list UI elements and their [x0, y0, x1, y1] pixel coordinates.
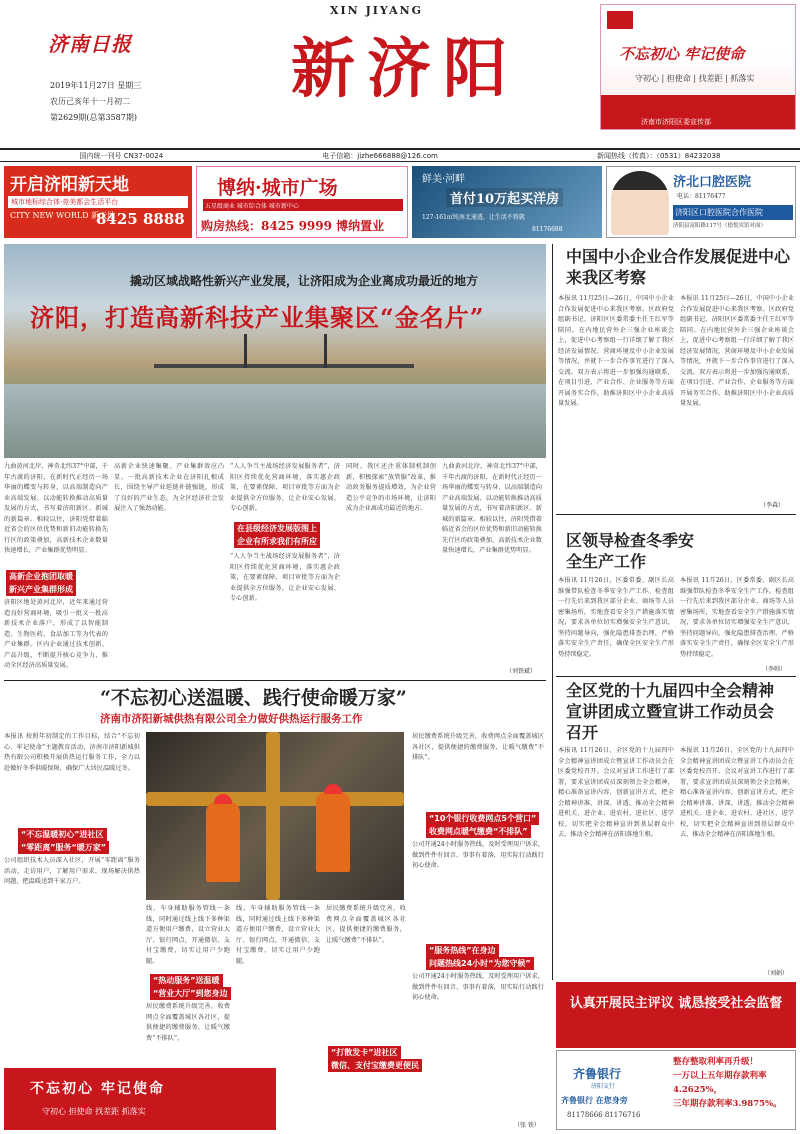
hotline: 新闻热线（传真）：（0531）84232038 [596, 151, 721, 160]
ad3-sub: 127-161㎡纯南北通透，让生活不将就 [422, 214, 525, 221]
lunar-date: 农历己亥年十一月初二 [50, 97, 130, 106]
feature-subhead: “服务热线”在身边 [426, 944, 499, 957]
feature-column: 公司开通24小时服务热线，及时受理用户诉求，做到件件有回音、事事有着落，用实际行动践行初心使命。 [412, 841, 544, 869]
story2-byline: （李帅） [762, 666, 787, 673]
river [4, 384, 546, 458]
bank-branch: 济阳支行 [591, 1083, 616, 1090]
feature-photo [146, 732, 404, 900]
rate-head: 整存整取利率再升级！ [673, 1057, 759, 1067]
worker [206, 802, 240, 882]
bank-name: 齐鲁银行 [573, 1067, 622, 1081]
ad4-address: 济阳县富阳路117号（德悦宾馆对面） [673, 223, 766, 229]
ad2-phone: 购房热线：8425 9999 博纳置业 [201, 219, 385, 233]
rate-line: 三年期存款利率3.9875%。 [673, 1099, 782, 1109]
hard-hat [324, 784, 342, 794]
feature-subhead: “10个银行收费网点5个营口” [426, 812, 539, 825]
top-ad-org: 济南市济阳区委宣传部 [641, 118, 711, 126]
feature-column: 居民缴费系统升级完善，收费网点全面覆盖城区各社区，提供便捷的缴费服务，让暖气缴费“不排队”。 [412, 733, 544, 761]
divider [4, 680, 546, 681]
lead-column: 济阳区地处黄河北岸，近年来通过营造良好营商环境，吸引一批又一批高新技术企业落户，形成了以智能制造、生物医药、食品加工等为代表的产业集群。区内企业通过技术创新、产品升级，不断提升核心竞争力，推动全区经济高质量发展。 [4, 599, 108, 669]
ad-bona-plaza[interactable] [196, 166, 408, 238]
feature-column: 公司开通24小时服务热线，及时受理用户诉求，做到件件有回音、事事有着落，用实际行动践行初心使命。 [412, 973, 544, 1001]
masthead-pinyin: XIN JIYANG [330, 4, 424, 17]
newspaper-title: 新济阳 [291, 32, 519, 107]
bottom-ad[interactable] [4, 1068, 276, 1130]
feature-subtitle: 济南市济阳新城供热有限公司全力做好供热运行服务工作 [100, 713, 363, 725]
ad-dental-hospital[interactable] [606, 166, 796, 238]
feature-title[interactable]: “不忘初心送温暖、践行使命暖万家” [100, 687, 407, 709]
worker [316, 792, 350, 872]
lead-subhead: 高新企业抱团取暖 [6, 570, 76, 583]
lead-column: 同时，我区还注重体制机制创新，积极探索“放管服”改革，推动政务服务提质增效，为企业营造公平竞争的市场环境，让济阳成为企业离成功最近的地方。 [346, 463, 436, 512]
lead-column: 高新企业快速集聚、产业集群效应凸显。一批高新技术企业在济阳扎根成长，围绕主导产业延链补链强链，形成了良好的产业生态，为全区经济社会发展注入了强劲动能。 [114, 463, 224, 512]
ad4-sub: 济阳区口腔医院合作医院 [673, 205, 793, 220]
story1-title[interactable]: 中国中小企业合作发展促进中心来我区考察 [566, 247, 791, 287]
feature-subhead: “热动服务”送温暖 [150, 974, 223, 987]
story1-body: 本报讯 11月25日—26日，中国中小企业合作发展促进中心来我区考察。区政府党组副书记、济阳区区委常委主任王红军等陪同。在内地民营外企三强企业座谈会上，促进中心考察组一行详细了解了我区经济发展情况、营商环境及中小企业发展等情况，并就下一步合作事宜进行了深入交流。双方表示将进一步加强沟通联系，在项目引进、产业合作、企业服务等方面开展务实合作，助推济阳区中小企业高质量发展。 [558, 295, 674, 407]
story2-title[interactable]: 区领导检查冬季安全生产工作 [566, 531, 695, 571]
lead-subhead: 企业有所求我们有所应 [234, 535, 320, 548]
bottom-ad-sub: 守初心 担使命 找差距 抓落实 [42, 1107, 146, 1116]
lead-column: 九曲黄河北岸，神奇北纬37°中部，千年古渡的济阳，在新时代正经历一场华丽的蝶变与转身，以高端制造向产业高端发展、以动能转换推动高质量发展的方式，书写着济阳新区、新城的新篇章。相较以往，济阳凭借着临近省会的区位优势和新旧动能转换先行区的政策叠加，高新技术企业数量快速增长，产业集群优势明显。 [442, 463, 542, 554]
bridge-tower [244, 334, 247, 368]
banner-line: 认真开展民主评议 诚恳接受社会监督 [569, 996, 783, 1011]
evaluation-banner[interactable] [556, 982, 796, 1048]
feature-column: 本报讯 按照年初制定的工作目标，结合“不忘初心、牢记使命”主题教育活动，济南市济阳新城供热有限公司积极开展供热运行服务工作，全力以赴做好冬季供暖保障，确保广大居民温暖过冬。 [4, 733, 140, 772]
publication-number: 国内统一刊号 CN37-0024 [79, 151, 164, 160]
ad1-logo: CITY NEW WORLD 新天地 [10, 211, 116, 220]
ad3-price: 首付10万起买洋房 [446, 188, 563, 207]
masthead-info [50, 78, 141, 126]
bank-slogan: 齐鲁银行 在您身旁 [561, 1095, 628, 1105]
feature-subhead: 收费网点暖气缴费“不排队” [426, 825, 531, 838]
pipe [266, 732, 280, 900]
lead-byline: （刘铁斌） [506, 668, 537, 675]
bottom-ad-slogan: 不忘初心 牢记使命 [30, 1081, 165, 1097]
ad4-head: 济北口腔医院 [673, 175, 752, 190]
top-ad-slogan: 不忘初心 牢记使命 [619, 45, 745, 63]
lead-subhead: 新兴产业集群形成 [6, 583, 76, 596]
story3-title[interactable]: 全区党的十九届四中全会精神宣讲团成立暨宣讲工作动员会召开 [566, 681, 775, 742]
feature-byline: （张 铁） [514, 1122, 540, 1129]
lead-column: “人人争当主战场经济发展服务者”，济阳区持续优化营商环境，落实惠企政策，在要素保障、项目审批等方面为企业提供全方位服务，让企业安心发展、专心创新。 [230, 553, 340, 602]
bridge-tower [324, 334, 327, 368]
bridge [154, 364, 414, 368]
lead-kicker: 撬动区域战略性新兴产业发展，让济阳成为企业离成功最近的地方 [130, 274, 479, 288]
issue-number: 第2629期(总第3587期) [50, 113, 137, 122]
feature-column: 线、车身辅助服务管线一条线，同时通过线上线下多种渠道方便用户缴费，设立营业大厅、银行网点，开通微信、支付宝缴费，切实让用户少跑腿。 [146, 905, 230, 965]
feature-subhead: “零距离”服务“暖万家” [18, 841, 109, 854]
divider [556, 676, 796, 677]
feature-column: 居民缴费系统升级完善，收费网点全面覆盖城区各社区，提供便捷的缴费服务，让暖气缴费“不排队”。 [146, 1003, 230, 1042]
feature-subhead: “打散发卡”进社区 [328, 1046, 401, 1059]
feature-column: 居民缴费系统升级完善，收费网点全面覆盖城区各社区，提供便捷的缴费服务，让暖气缴费“不排队”。 [326, 905, 406, 944]
bank-ad[interactable] [556, 1050, 796, 1130]
flag-icon [607, 11, 633, 29]
ad1-phone: 8425 8888 [96, 210, 185, 228]
lead-column: “人人争当主战场经济发展服务者”，济阳区持续优化营商环境，落实惠企政策，在要素保障、项目审批等方面为企业提供全方位服务，让企业安心发展、专心创新。 [230, 463, 340, 512]
lead-subhead: 在县级经济发展版图上 [234, 522, 320, 535]
story3-body: 本报讯 11月26日，全区党的十九届四中全会精神宣讲团成立暨宣讲工作动员会在区委党校召开。会议对宣讲工作进行了部署，要求宣讲团成员深刻领会全会精神，精心准备宣讲内容，创新宣讲方式，把全会精神讲准、讲深、讲透，推动全会精神进机关、进企业、进农村、进社区、进学校，切实把全会精神宣讲到基层群众中去，推动全会精神在济阳落地生根。 [558, 747, 674, 838]
ad2-sub: 五星级商业 城市综合体 城市新中心 [203, 199, 403, 211]
feature-column: 线、车身辅助服务管线一条线，同时通过线上线下多种渠道方便用户缴费，设立营业大厅、银行网点，开通微信、支付宝缴费，切实让用户少跑腿。 [236, 905, 320, 965]
paper-name: 济南日报 [48, 32, 132, 56]
lead-column: 九曲黄河北岸，神奇北纬37°中部，千年古渡的济阳，在新时代正经历一场华丽的蝶变与转身，以高端制造向产业高端发展、以动能转换推动高质量发展的方式，书写着济阳新区、新城的新篇章。相较以往，济阳凭借着临近省会的区位优势和新旧动能转换先行区的政策叠加，高新技术企业数量快速增长，产业集群优势明显。 [4, 463, 108, 554]
column-divider [552, 244, 553, 980]
feature-subhead: “营业大厅”到您身边 [150, 987, 231, 1000]
lead-title[interactable]: 济阳，打造高新科技产业集聚区“金名片” [30, 303, 485, 332]
divider [556, 514, 796, 515]
feature-subhead: “不忘温暖初心”进社区 [18, 828, 107, 841]
ad4-tel: 电话：81176477 [677, 193, 726, 200]
ad-riverside[interactable] [412, 166, 602, 238]
feature-subhead: 问题热线24小时“为您守候” [426, 957, 534, 970]
ad3-head: 鲜美·河畔 [422, 174, 466, 185]
bank-rate [673, 1055, 793, 1111]
ad1-sub: 城市地标综合体·竞美都会生活平台 [8, 196, 188, 208]
feature-subhead: 微信、支付宝缴费更便民 [328, 1059, 422, 1072]
story1-body: 本报讯 11月25日—26日，中国中小企业合作发展促进中心来我区考察。区政府党组副书记、济阳区区委常委主任王红军等陪同。在内地民营外企三强企业座谈会上，促进中心考察组一行详细了解了我区经济发展情况、营商环境及中小企业发展等情况，并就下一步合作事宜进行了深入交流。双方表示将进一步加强沟通联系，在项目引进、产业合作、企业服务等方面开展务实合作，助推济阳区中小企业高质量发展。 [680, 295, 794, 407]
issue-date: 2019年11月27日 星期三 [50, 81, 142, 90]
top-right-ad[interactable] [600, 4, 796, 130]
info-line [0, 148, 800, 162]
story3-byline: （刘娟） [764, 970, 789, 977]
ad1-head: 开启济阳新天地 [10, 175, 129, 195]
story2-body: 本报讯 11月26日，区委常委、副区长高维强带队检查冬季安全生产工作。检查组一行先后来到我区部分企业、商场等人员密集场所，实地查看安全生产措施落实情况，要求各单位切实增强安全生产意识，坚持问题导向，强化隐患排查治理，严格落实安全生产责任，确保全区安全生产形势持续稳定。 [558, 577, 674, 658]
top-ad-sub: 守初心 | 担使命 | 找差距 | 抓落实 [635, 74, 755, 83]
ad3-tel: 81176688 [532, 226, 563, 233]
ad2-head: 博纳·城市广场 [217, 173, 338, 200]
rate-line: 一万以上五年期存款利率4.2625%， [673, 1071, 767, 1095]
email: 电子信箱：jizhe666888@126.com [322, 151, 438, 160]
story2-body: 本报讯 11月26日，区委常委、副区长高维强带队检查冬季安全生产工作。检查组一行先后来到我区部分企业、商场等人员密集场所，实地查看安全生产措施落实情况，要求各单位切实增强安全生产意识，坚持问题导向，强化隐患排查治理，严格落实安全生产责任，确保全区安全生产形势持续稳定。 [680, 577, 794, 658]
story3-body: 本报讯 11月26日，全区党的十九届四中全会精神宣讲团成立暨宣讲工作动员会在区委党校召开。会议对宣讲工作进行了部署，要求宣讲团成员深刻领会全会精神，精心准备宣讲内容，创新宣讲方式，把全会精神讲准、讲深、讲透，推动全会精神进机关、进企业、进农村、进社区、进学校，切实把全会精神宣讲到基层群众中去，推动全会精神在济阳落地生根。 [680, 747, 794, 838]
bank-tel: 81178666 81176716 [567, 1111, 641, 1119]
model-photo [611, 171, 669, 235]
ad-new-world[interactable] [4, 166, 192, 238]
story1-byline: （李森） [760, 502, 785, 509]
feature-column: 公司组织技术人员深入社区，开展“零距离”服务活动，走访用户，了解用户需求，现场解决供热问题，把温暖送到千家万户。 [4, 857, 140, 885]
